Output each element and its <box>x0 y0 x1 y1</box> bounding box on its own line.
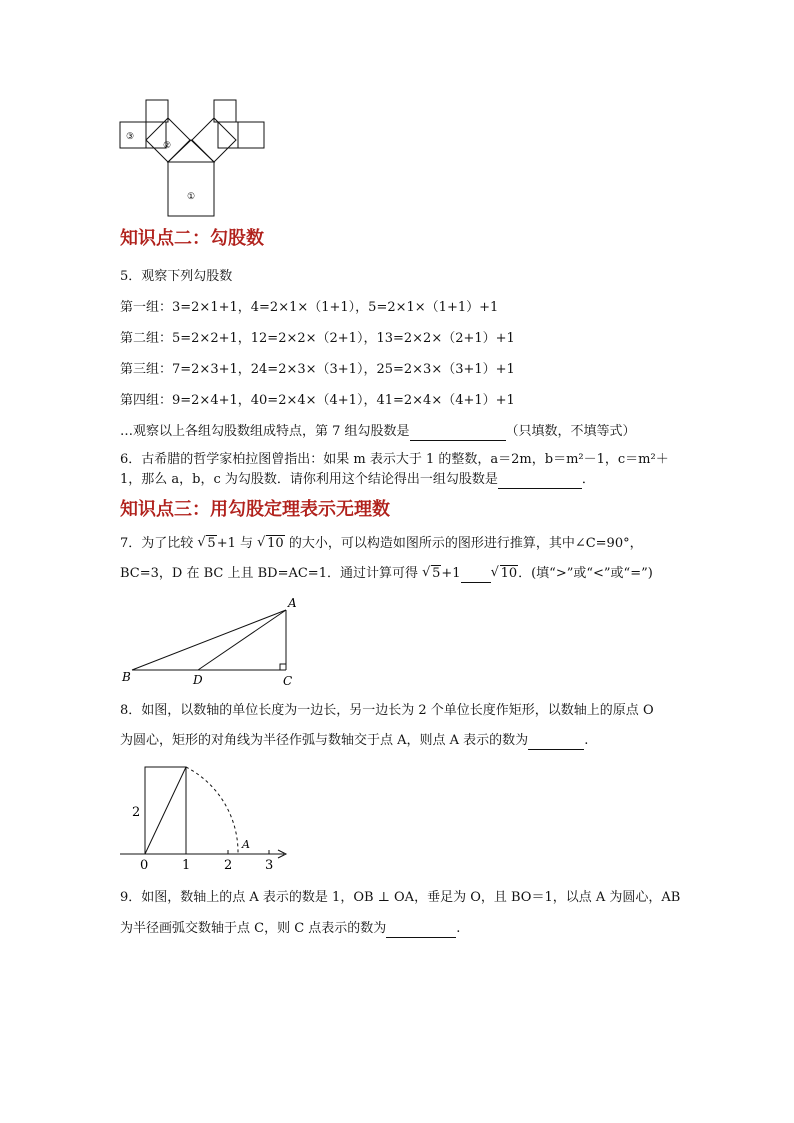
q9-line2-text: 为半径画弧交数轴于点 C，则 C 点表示的数为 <box>120 921 387 936</box>
square-one <box>168 162 214 216</box>
q6-line1: 6．古希腊的哲学家柏拉图曾指出：如果 m 表示大于 1 的整数，a＝2m，b＝m²－1，c＝m²＋ <box>120 452 669 467</box>
q8-line1: 8．如图，以数轴的单位长度为一边长，另一边长为 2 个单位长度作矩形，以数轴上的原点 O <box>120 703 654 718</box>
q8-period: . <box>584 733 589 748</box>
right-triangle <box>168 140 214 162</box>
q7-text-f: ．(填“>”或“<”或“=”) <box>518 566 653 581</box>
q8-line2 <box>120 732 588 750</box>
q7-sqrt-five-2: √ 5 <box>422 565 441 583</box>
q7-text-d: BC=3，D 在 BC 上且 BD=AC=1．通过计算可得 <box>120 566 418 581</box>
point-label-c: C <box>283 674 293 688</box>
tick-label-1: 1 <box>182 858 191 873</box>
square-right-a <box>218 122 238 148</box>
point-label-a-arc: A <box>242 838 250 851</box>
height-label: 2 <box>132 805 141 820</box>
pythagoras-squares-figure <box>118 98 268 220</box>
rectangle-diagonal <box>145 767 186 854</box>
square-small-top-right <box>214 100 236 122</box>
square-right-diamond <box>192 118 236 162</box>
segment-ab <box>132 610 286 670</box>
q5-group3: 第三组：7=2×3+1，24=2×3×（3+1），25=2×3×（3+1）+1 <box>120 362 515 377</box>
q7-sqrt-ten: √ 10 <box>257 535 285 553</box>
square-small-top-left <box>146 100 168 122</box>
q5-question <box>120 423 636 441</box>
q5-group2: 第二组：5=2×2+1，12=2×2×（2+1），13=2×2×（2+1）+1 <box>120 331 515 346</box>
q6-answer-blank[interactable] <box>498 474 582 489</box>
right-angle-mark <box>280 664 286 670</box>
q7-text-a: 7．为了比较 <box>120 536 194 551</box>
q5-question-text: …观察以上各组勾股数组成特点，第 7 组勾股数是 <box>120 424 410 439</box>
q7-sqrt-ten-2: √ 10 <box>491 565 519 583</box>
point-label-a: A <box>288 596 297 610</box>
q7-sqrt-five: √ 5 <box>197 535 216 553</box>
q5-question-note: （只填数，不填等式） <box>505 424 636 439</box>
tick-label-3: 3 <box>265 858 274 873</box>
q7-line1 <box>120 535 643 553</box>
q8-line2-text: 为圆心，矩形的对角线为半径作弧与数轴交于点 A，则点 A 表示的数为 <box>120 733 529 748</box>
q9-line2 <box>120 920 460 938</box>
heading-irrational-numbers: 知识点三：用勾股定理表示无理数 <box>120 499 390 520</box>
dashed-arc <box>186 767 238 854</box>
q7-answer-blank[interactable] <box>461 568 491 583</box>
segment-ad <box>198 610 286 670</box>
q7-line2 <box>120 565 653 583</box>
triangle-abc-figure <box>118 596 308 688</box>
q6-line2-text: 1，那么 a，b，c 为勾股数．请你利用这个结论得出一组勾股数是 <box>120 472 498 487</box>
square-right-b <box>238 122 264 148</box>
q5-intro: 5．观察下列勾股数 <box>120 269 233 284</box>
q6-period: ． <box>581 472 595 487</box>
number-line-arc-figure <box>118 760 293 875</box>
tick-label-0: 0 <box>140 858 149 873</box>
q9-answer-blank[interactable] <box>386 923 456 938</box>
label-one: ① <box>187 192 196 202</box>
q7-text-b: +1 与 <box>216 536 253 551</box>
q5-group4: 第四组：9=2×4+1，40=2×4×（4+1），41=2×4×（4+1）+1 <box>120 393 515 408</box>
label-two: ② <box>163 141 172 151</box>
q5-answer-blank[interactable] <box>410 426 506 441</box>
point-label-b: B <box>122 670 131 684</box>
q6-line2 <box>120 471 595 489</box>
square-two <box>146 118 190 162</box>
point-label-d: D <box>193 673 203 687</box>
q9-period: . <box>456 921 461 936</box>
q9-line1: 9．如图，数轴上的点 A 表示的数是 1，OB ⊥ OA，垂足为 O，且 BO＝1，以点 A 为圆心，AB <box>120 890 681 905</box>
tick-label-2: 2 <box>224 858 233 873</box>
label-three: ③ <box>126 132 135 142</box>
q8-answer-blank[interactable] <box>528 735 584 750</box>
q7-text-e: +1 <box>441 566 461 581</box>
q5-group1: 第一组：3=2×1+1，4=2×1×（1+1），5=2×1×（1+1）+1 <box>120 300 499 315</box>
heading-pythagorean-triples: 知识点二：勾股数 <box>120 228 264 249</box>
q7-text-c: 的大小，可以构造如图所示的图形进行推算，其中∠C=90°， <box>288 536 643 551</box>
